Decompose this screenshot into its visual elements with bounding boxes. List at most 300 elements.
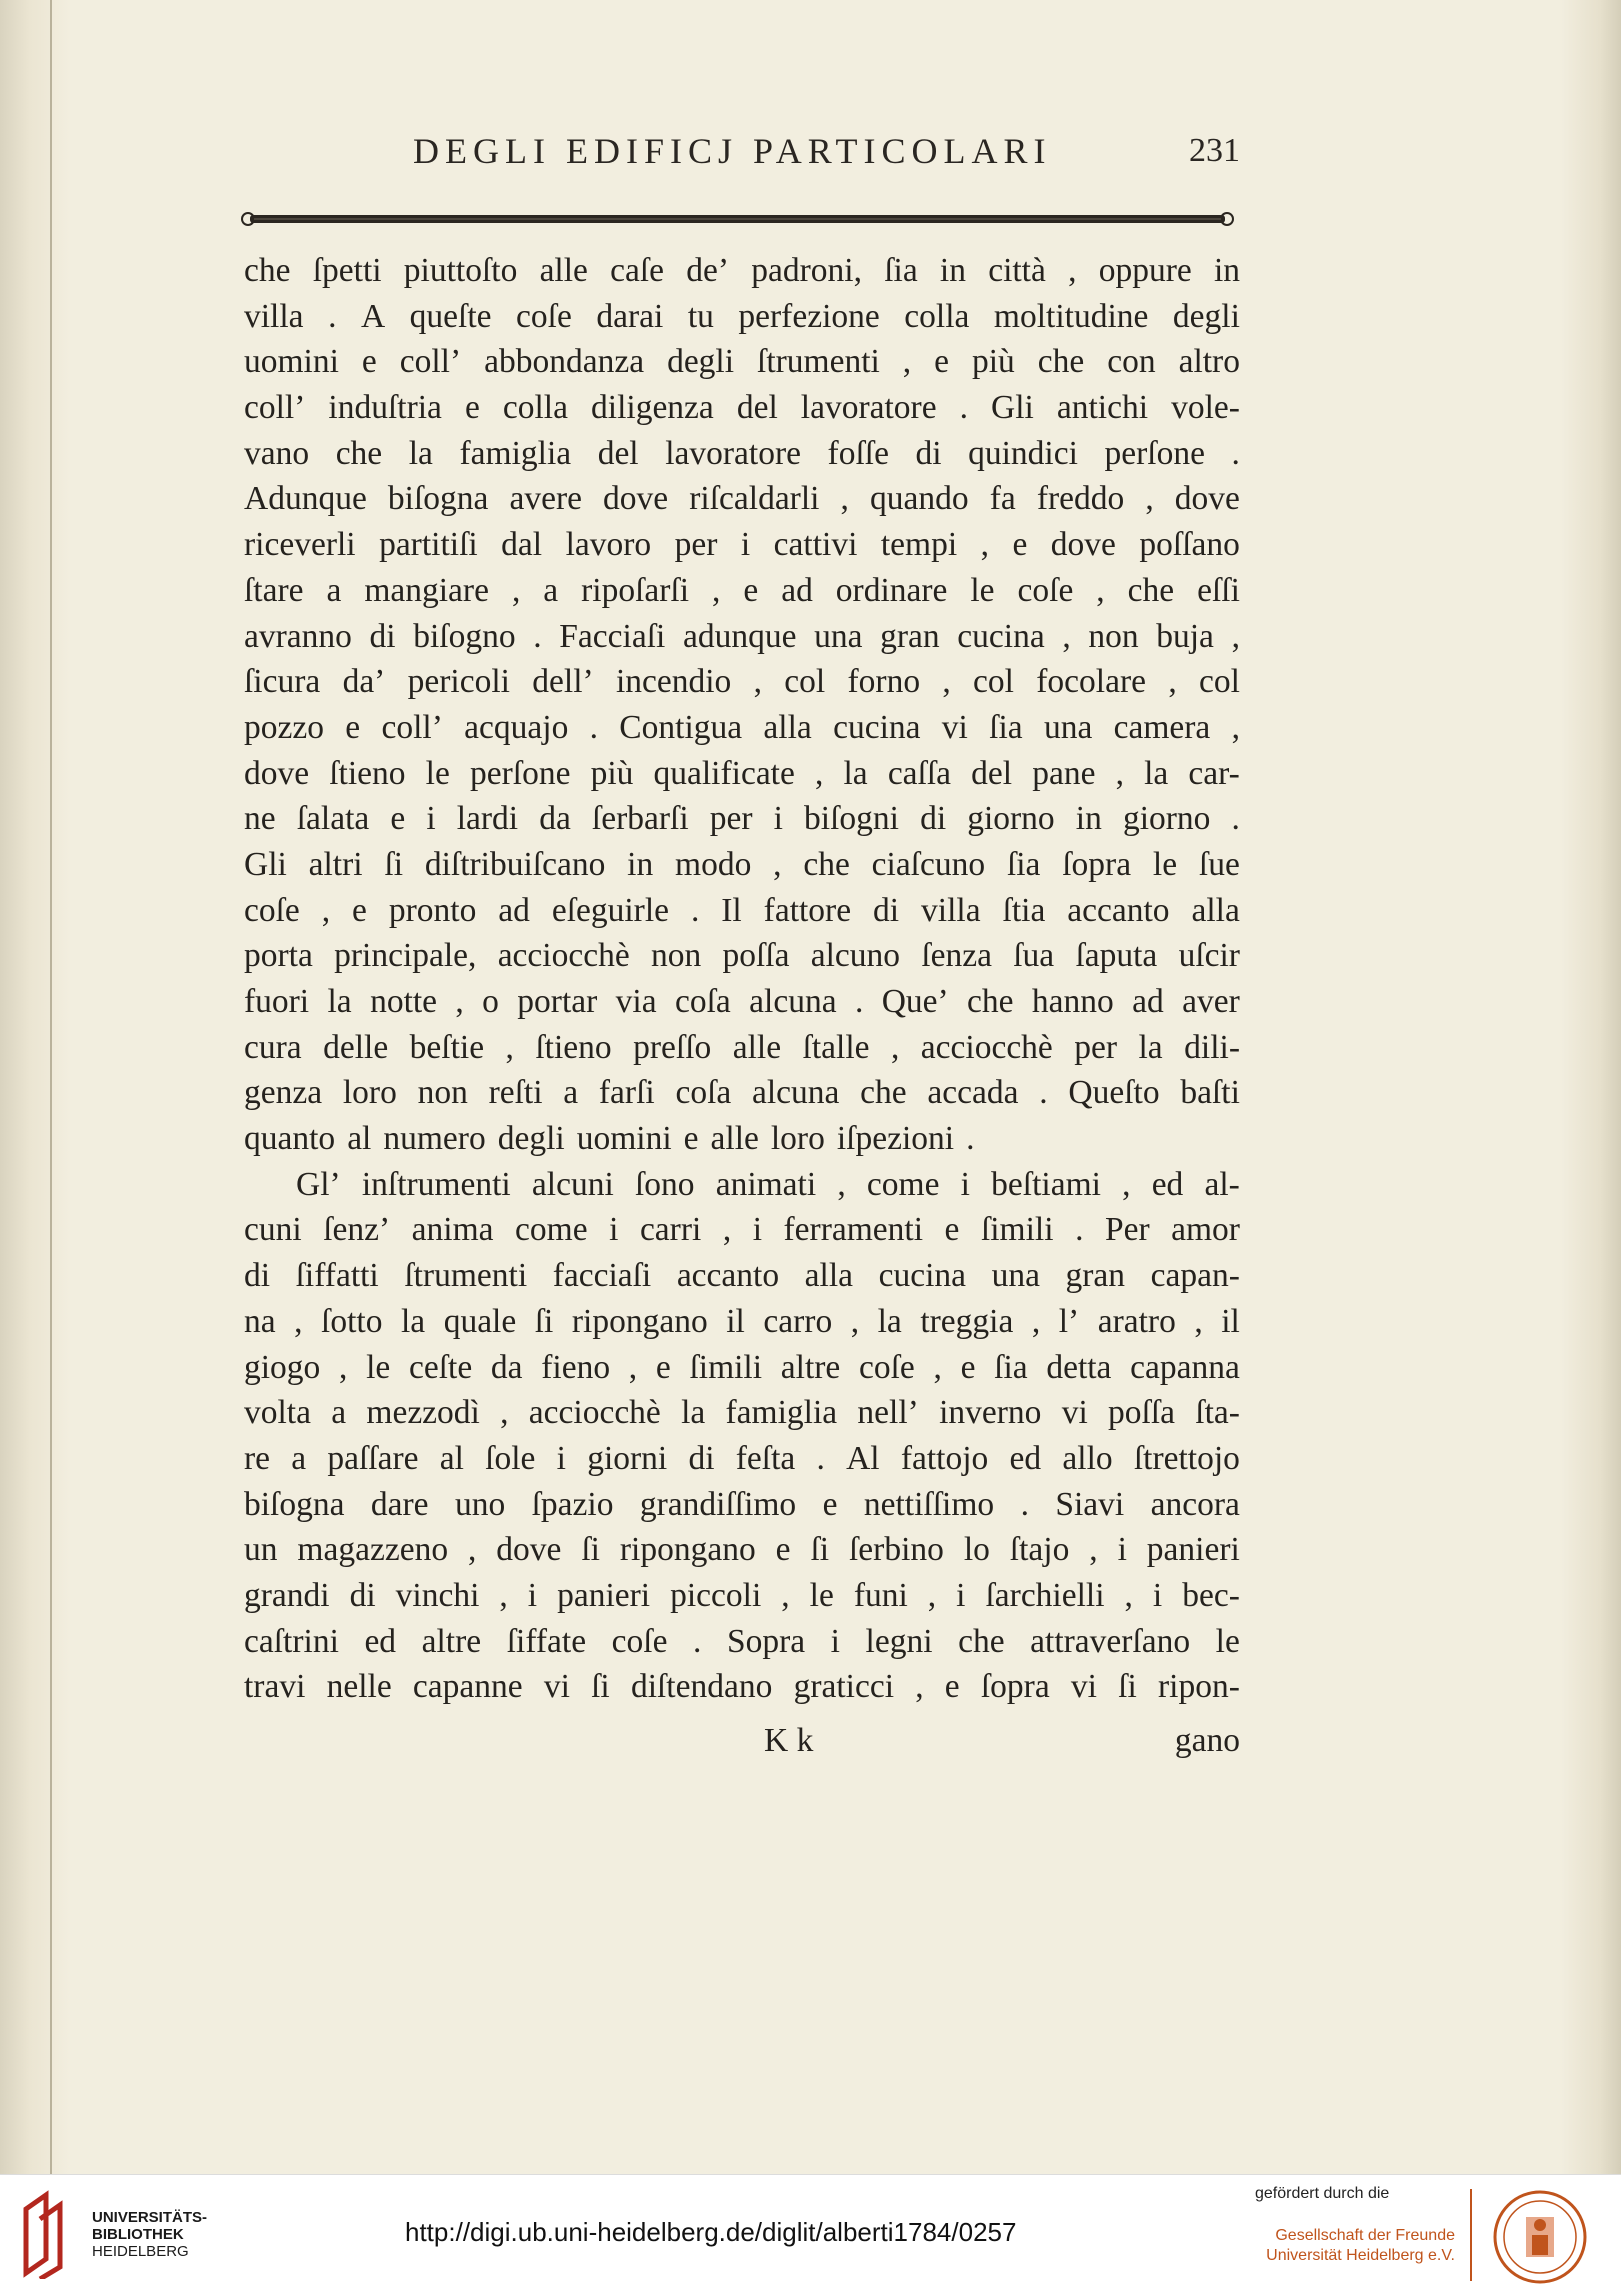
word: accanto	[676, 1257, 780, 1295]
word: degli	[1172, 297, 1240, 335]
word: biſogna	[244, 1485, 345, 1523]
text-line	[244, 979, 1240, 1025]
word: e	[743, 571, 759, 609]
word: vi	[1061, 1394, 1088, 1432]
word: i	[960, 1165, 970, 1203]
word: ,	[927, 1576, 937, 1614]
word: ,	[1096, 571, 1105, 609]
word: e	[361, 343, 377, 381]
word: ancora	[1150, 1485, 1240, 1523]
word: capanne	[412, 1668, 523, 1706]
word: ,	[1231, 708, 1240, 746]
word: re	[244, 1439, 271, 1477]
word: ſia	[884, 252, 918, 289]
word: perſone	[1104, 434, 1205, 472]
word: carro	[763, 1302, 833, 1340]
word: al	[347, 1120, 372, 1158]
word: feſta	[735, 1439, 796, 1477]
funding-org-line-1: Gesellschaft der Freunde	[1275, 2227, 1455, 2244]
word: dove	[496, 1531, 562, 1569]
word: altre	[780, 1348, 841, 1386]
word: ſpetti	[312, 252, 382, 289]
text-line	[244, 1527, 1240, 1573]
word: ,	[1231, 617, 1240, 655]
page-number: 231	[1189, 132, 1240, 169]
word: dili-	[1184, 1028, 1240, 1066]
word: dove	[1174, 480, 1240, 518]
word: camera	[1113, 708, 1211, 746]
word: del	[971, 754, 1013, 792]
word: adunque	[682, 617, 797, 655]
word: vano	[244, 434, 310, 472]
text-line	[244, 751, 1240, 797]
word: notte	[370, 983, 438, 1020]
word: .	[693, 1622, 702, 1660]
word: che	[1037, 343, 1085, 381]
word: ripon-	[1158, 1668, 1240, 1706]
word: come	[515, 1211, 588, 1249]
word: e	[1012, 526, 1028, 564]
word: ſia	[994, 1348, 1028, 1386]
text-line	[244, 431, 1240, 477]
word: ,	[933, 1348, 942, 1386]
word: allo	[1062, 1439, 1113, 1477]
library-name-line-1: UNIVERSITÄTS-	[92, 2209, 208, 2226]
word: ſtrumenti	[757, 343, 880, 381]
word: volta	[244, 1394, 311, 1432]
word: ſaputa	[1075, 937, 1158, 975]
word: i	[527, 1576, 538, 1614]
text-line	[244, 933, 1240, 979]
word: capan-	[1150, 1257, 1240, 1295]
word: ſtia	[1002, 891, 1046, 929]
text-line	[244, 568, 1240, 614]
word: non	[650, 937, 702, 975]
word: giorno	[1122, 800, 1211, 838]
word: altro	[1178, 343, 1240, 381]
word: preſſo	[633, 1028, 712, 1066]
word: ,	[1115, 754, 1124, 792]
word: famiglia	[459, 434, 572, 472]
word: poſſano	[1139, 526, 1240, 564]
word: ſtare	[244, 571, 304, 609]
word: ſimili	[980, 1211, 1054, 1249]
word: cucina	[833, 708, 921, 746]
word: paſſare	[327, 1439, 419, 1477]
word: ſta-	[1195, 1394, 1240, 1432]
word: famiglia	[725, 1394, 838, 1432]
word: alle	[539, 252, 588, 289]
word: .	[1020, 1485, 1029, 1523]
word: la	[327, 983, 352, 1020]
word: dal	[501, 526, 543, 564]
word: ripongano	[619, 1531, 756, 1569]
text-line	[244, 1253, 1240, 1299]
word: ceſte	[408, 1348, 473, 1386]
word: quando	[870, 480, 969, 518]
word: ,	[511, 571, 521, 609]
word: portar	[517, 983, 598, 1020]
word: caſſa	[887, 754, 952, 792]
text-line	[244, 476, 1240, 522]
word: darai	[596, 297, 664, 335]
word: delle	[323, 1028, 389, 1066]
word: giorni	[587, 1439, 668, 1477]
word: e	[464, 389, 480, 427]
word: .	[328, 297, 337, 335]
word: Adunque	[244, 480, 367, 518]
permalink-url[interactable]: http://digi.ub.uni-heidelberg.de/diglit/alberti1784/0257	[405, 2217, 1017, 2247]
word: ripoſarſi	[581, 571, 690, 609]
text-line	[244, 294, 1240, 340]
text-line	[244, 1162, 1240, 1208]
word: cattivi	[773, 526, 858, 564]
word: detta	[1046, 1348, 1112, 1386]
word: modo	[675, 845, 752, 883]
word: ferramenti	[783, 1211, 924, 1249]
signature-mark: K k	[764, 1722, 814, 1759]
word: eſeguirle	[551, 891, 670, 929]
word: non	[1088, 617, 1139, 655]
text-line	[244, 888, 1240, 934]
word: la	[400, 1302, 426, 1340]
word: che	[967, 983, 1014, 1020]
word: car-	[1188, 754, 1240, 792]
word: ſtrumenti	[404, 1257, 528, 1295]
word: ,	[1194, 1302, 1203, 1340]
word: baſti	[1180, 1074, 1240, 1112]
word: na	[244, 1302, 276, 1340]
word: di	[244, 1257, 271, 1295]
library-logo-icon	[18, 2189, 82, 2279]
word: ed	[1009, 1439, 1042, 1477]
word: attraverſano	[1030, 1622, 1191, 1660]
footer-bar	[0, 2174, 1621, 2292]
word: coſe	[858, 1348, 915, 1386]
word: ,	[1168, 663, 1177, 701]
word: cucina	[957, 617, 1045, 655]
funding-label: gefördert durch die	[1255, 2185, 1390, 2202]
word: perſone	[469, 754, 571, 792]
word: ſole	[485, 1439, 536, 1477]
word: .	[1075, 1211, 1084, 1249]
catchword: gano	[1174, 1722, 1240, 1759]
word: .	[854, 983, 864, 1020]
word: animati	[715, 1165, 817, 1203]
word: ſtieno	[535, 1028, 612, 1066]
word: o	[482, 983, 499, 1020]
word: colla	[502, 389, 568, 427]
word: coſa	[675, 1074, 732, 1112]
word: col	[973, 663, 1014, 701]
word: via	[615, 983, 657, 1020]
word: Gli	[244, 845, 287, 883]
word: ſi	[810, 1531, 830, 1569]
word: focolare	[1036, 663, 1147, 701]
word: ,	[1089, 1531, 1098, 1569]
text-line	[244, 796, 1240, 842]
funding-divider	[1470, 2189, 1472, 2281]
word: vi	[543, 1668, 570, 1706]
word: i	[1152, 1576, 1163, 1614]
word: acciocchè	[497, 937, 630, 975]
word: genza	[244, 1074, 323, 1112]
word: che	[860, 1074, 907, 1112]
word: reſti	[488, 1074, 543, 1112]
page-header	[248, 130, 1240, 180]
word: e	[683, 1120, 699, 1158]
word: ,	[773, 845, 782, 883]
word: acciocchè	[528, 1394, 661, 1432]
word: dove	[1050, 526, 1116, 564]
word: a	[291, 1439, 307, 1477]
word: e	[655, 1348, 671, 1386]
word: alcuna	[749, 983, 837, 1020]
text-line	[244, 248, 1240, 294]
word: alla	[763, 708, 812, 746]
word: che	[335, 434, 383, 472]
word: le	[366, 1348, 391, 1386]
word: con	[1107, 343, 1156, 381]
word: tempi	[880, 526, 958, 564]
word: in	[1213, 252, 1240, 289]
word: ſono	[634, 1165, 695, 1203]
word: giorno	[967, 800, 1055, 838]
word: hanno	[1031, 983, 1114, 1020]
word: i	[773, 800, 783, 838]
word: numero	[383, 1120, 486, 1158]
university-seal-icon	[1492, 2189, 1588, 2285]
signature-row	[244, 1722, 1240, 1768]
word: biſogno	[413, 617, 516, 655]
word: ,	[840, 480, 849, 518]
word: .	[589, 708, 598, 746]
word: partitiſi	[379, 526, 478, 564]
word: un	[244, 1531, 278, 1569]
word: da’	[342, 663, 386, 701]
word: e	[944, 1668, 960, 1706]
text-line	[244, 614, 1240, 660]
word: ſerbarſi	[591, 800, 689, 838]
word: di	[369, 617, 396, 655]
word: poſſa	[1108, 1394, 1175, 1432]
word: riſcaldarli	[689, 480, 820, 518]
word: vi	[941, 708, 968, 746]
text-line	[244, 1482, 1240, 1528]
word: .	[959, 389, 968, 427]
text-line	[244, 522, 1240, 568]
word: non	[417, 1074, 468, 1112]
word: .	[1039, 1074, 1048, 1112]
word: in	[627, 845, 654, 883]
word: magazzeno	[297, 1531, 449, 1569]
word: per	[1074, 1028, 1118, 1066]
word: e	[960, 1348, 976, 1386]
word: induſtria	[328, 389, 442, 427]
word: ad	[1132, 983, 1164, 1020]
word: ,	[500, 1394, 509, 1432]
word: coſe	[611, 1622, 668, 1660]
word: ne	[244, 800, 276, 838]
word: ad	[498, 891, 530, 929]
text-line	[244, 385, 1240, 431]
word: ſarchielli	[985, 1576, 1105, 1614]
word: ſenz’	[323, 1211, 391, 1249]
word: le	[1152, 845, 1178, 883]
word: aratro	[1097, 1302, 1176, 1340]
text-line	[244, 1299, 1240, 1345]
word: a	[326, 571, 342, 609]
word: vinchi	[395, 1576, 480, 1614]
word: coſe	[1017, 571, 1074, 609]
word: ,	[505, 1028, 514, 1066]
word: ,	[1145, 480, 1154, 518]
word: tu	[687, 297, 714, 335]
text-line	[244, 1619, 1240, 1665]
word: alcuna	[752, 1074, 840, 1112]
word: oppure	[1098, 252, 1192, 289]
word: coſe	[516, 297, 572, 335]
word: Que’	[881, 983, 949, 1020]
word: ripongano	[571, 1302, 708, 1340]
word: diſtendano	[630, 1668, 773, 1706]
word: panieri	[1146, 1531, 1240, 1569]
word: col	[1198, 663, 1240, 701]
text-line	[244, 1070, 1240, 1116]
word: ed	[1151, 1165, 1184, 1203]
word: Contigua	[619, 708, 743, 746]
word: quindici	[968, 434, 1078, 472]
word: ,	[890, 1028, 900, 1066]
word: grandi	[244, 1576, 330, 1614]
word: pozzo	[244, 708, 324, 746]
word: coll’	[399, 343, 462, 381]
word: le	[809, 1576, 834, 1614]
word: uſcir	[1178, 937, 1240, 975]
word: caſe	[610, 252, 665, 289]
word: ſi	[1118, 1668, 1137, 1706]
word: Queſto	[1068, 1074, 1160, 1112]
word: ſia	[989, 708, 1023, 746]
word: degli	[497, 1120, 565, 1158]
word: in	[939, 252, 966, 289]
word: .	[1231, 800, 1240, 838]
word: lavoratore	[665, 434, 801, 472]
word: pronto	[388, 891, 477, 929]
library-name	[92, 2209, 207, 2260]
word: il	[726, 1302, 745, 1340]
word: ſiffate	[506, 1622, 587, 1660]
word: come	[866, 1165, 940, 1203]
word: piccoli	[670, 1576, 762, 1614]
header-rule	[240, 212, 1235, 226]
text-line	[244, 1664, 1240, 1710]
word: Il	[721, 891, 742, 929]
word: coll’	[244, 389, 306, 427]
word: carri	[639, 1211, 702, 1249]
word: A	[360, 297, 386, 335]
word: grandiſſimo	[639, 1485, 797, 1523]
word: diligenza	[591, 389, 714, 427]
word: ,	[1062, 617, 1071, 655]
word: nelle	[326, 1668, 392, 1706]
word: beſtiami	[991, 1165, 1101, 1203]
word: e	[352, 891, 367, 929]
word: cucina	[878, 1257, 967, 1295]
word: la	[1144, 754, 1169, 792]
word: ,	[837, 1165, 846, 1203]
word: inſtrumenti	[361, 1165, 511, 1203]
funding-organization	[1255, 2226, 1455, 2266]
word: eſſi	[1197, 571, 1240, 609]
word: che	[244, 252, 291, 289]
word: città	[988, 252, 1046, 289]
body-text	[244, 248, 1240, 1710]
word: bec-	[1182, 1576, 1240, 1614]
word: e	[390, 800, 406, 838]
word: più	[590, 754, 634, 792]
word: in	[1075, 800, 1102, 838]
word: ,	[499, 1576, 508, 1614]
word: ,	[722, 1211, 732, 1249]
word: ſtajo	[1009, 1531, 1070, 1569]
word: caſtrini	[244, 1622, 339, 1660]
word: ſi	[591, 1668, 610, 1706]
word: pericoli	[407, 663, 510, 701]
word: al	[439, 1439, 464, 1477]
word: col	[784, 663, 826, 701]
word: e	[934, 343, 950, 381]
word: loro	[770, 1120, 825, 1158]
text-line	[244, 659, 1240, 705]
word: quanto	[244, 1120, 336, 1158]
word: le	[425, 754, 450, 792]
word: uomini	[244, 343, 339, 381]
word: villa	[244, 297, 304, 335]
word: ſotto	[321, 1302, 383, 1340]
word: altri	[308, 845, 363, 883]
text-line	[244, 1025, 1240, 1071]
running-head: DEGLI EDIFICJ PARTICOLARI	[413, 131, 1052, 171]
word: ,	[1031, 1302, 1041, 1340]
word: i	[740, 526, 751, 564]
word: funi	[853, 1576, 908, 1614]
text-line	[244, 842, 1240, 888]
word: alle	[732, 1028, 782, 1066]
word: .	[816, 1439, 825, 1477]
word: i	[1117, 1531, 1127, 1569]
word: ,	[294, 1302, 303, 1340]
word: piuttoſto	[403, 252, 518, 289]
word: una	[991, 1257, 1040, 1295]
word: che	[958, 1622, 1005, 1660]
word: avere	[509, 480, 582, 518]
word: Al	[846, 1439, 880, 1477]
word: acciocchè	[920, 1028, 1053, 1066]
word: riceverli	[244, 526, 356, 564]
word: ſimili	[689, 1348, 763, 1386]
word: fattojo	[900, 1439, 989, 1477]
word: i	[556, 1439, 566, 1477]
word: ,	[902, 343, 912, 381]
word: di	[915, 434, 942, 472]
word: dove	[244, 754, 310, 792]
word: accada	[927, 1074, 1019, 1112]
funding-org-line-2: Universität Heidelberg e.V.	[1266, 2247, 1455, 2264]
word: che	[803, 845, 850, 883]
text-line	[244, 1436, 1240, 1482]
word: le	[1215, 1622, 1240, 1660]
